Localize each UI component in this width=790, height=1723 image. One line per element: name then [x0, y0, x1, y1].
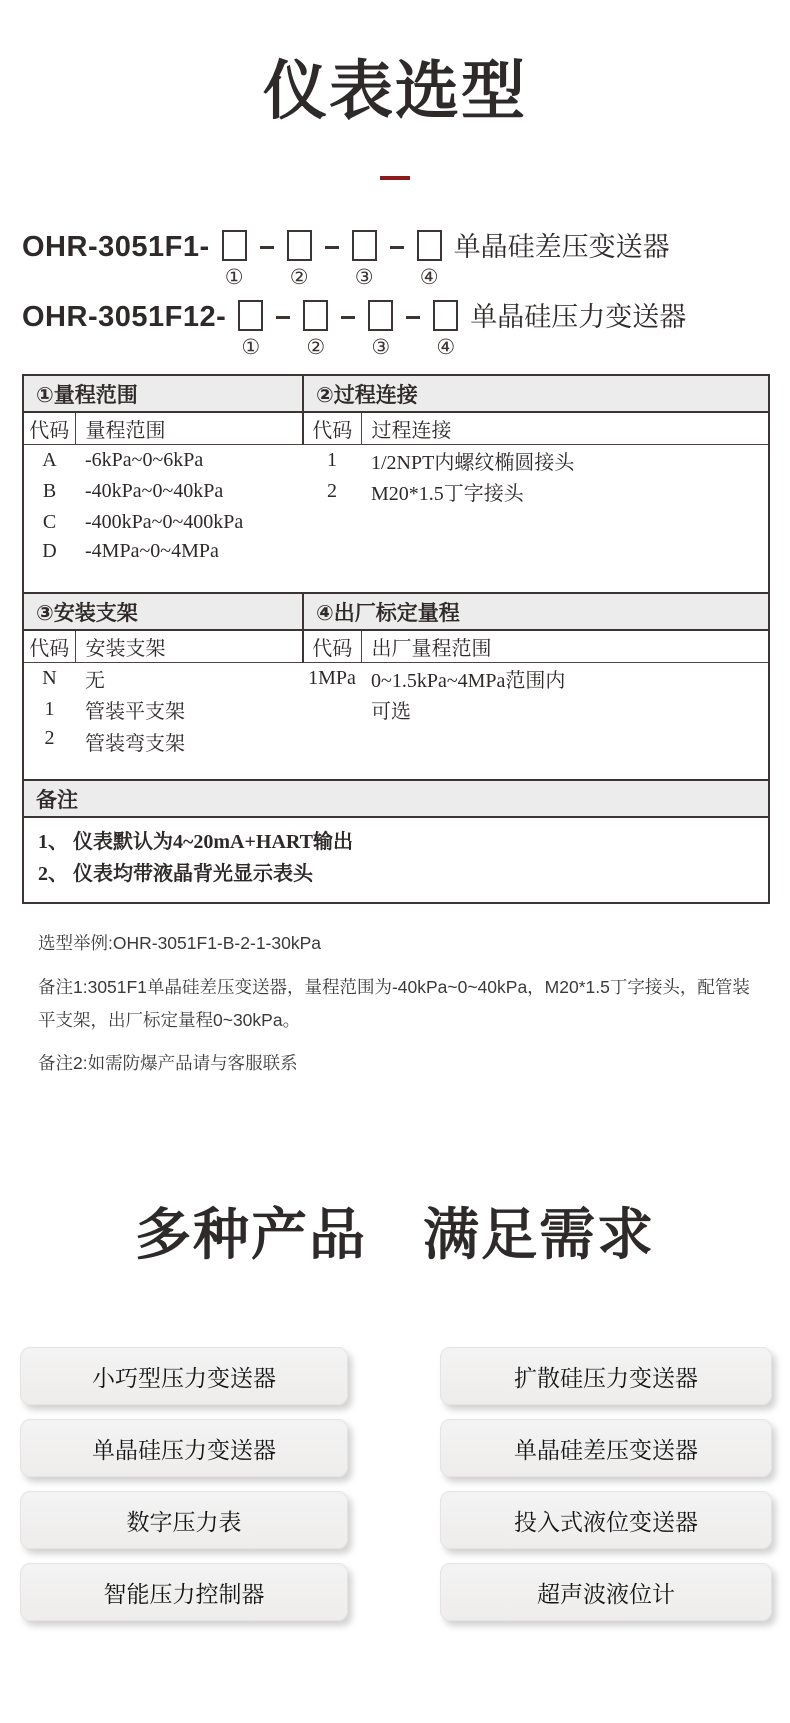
value-header: 过程连接: [361, 412, 769, 445]
model-slot-3: [368, 300, 393, 358]
dash-separator: [406, 316, 420, 319]
model-prefix: OHR-3051F12-: [22, 301, 227, 333]
value-header: 安装支架: [75, 630, 303, 663]
model-slot-2: [303, 300, 328, 358]
model-slot-4: [433, 300, 458, 358]
section3-header: ③安装支架: [23, 593, 303, 630]
value-cell: -40kPa~0~40kPa: [85, 480, 224, 502]
section2-header: ②过程连接: [303, 375, 769, 412]
model-code-box: [417, 230, 442, 261]
value-cell: [361, 507, 769, 538]
model-code-box: [287, 230, 312, 261]
value-cell: 1/2NPT内螺纹椭圆接头: [371, 452, 575, 474]
table-row: [23, 780, 769, 817]
slot-number: ①: [224, 265, 244, 289]
products-heading: [0, 1191, 790, 1271]
model-code-box: [368, 300, 393, 331]
dash-separator: [390, 246, 404, 249]
model-slot-2: [287, 230, 312, 288]
code-cell: D: [42, 540, 57, 562]
value-header: 出厂量程范围: [361, 630, 769, 663]
selection-table: [22, 374, 770, 904]
value-cell: 0~1.5kPa~4MPa范围内: [371, 670, 566, 692]
value-cell: -400kPa~0~400kPa: [85, 511, 244, 533]
value-cell: [361, 538, 769, 593]
btn-submersible-level-transmitter[interactable]: 投入式液位变送器: [440, 1491, 772, 1549]
dash-separator: [260, 246, 274, 249]
value-cell: 管装平支架: [85, 701, 185, 723]
products-heading-part1: 多种产品: [135, 1203, 367, 1266]
section4-header: ④出厂标定量程: [303, 593, 769, 630]
btn-diffused-silicon-pressure-transmitter[interactable]: 扩散硅压力变送器: [440, 1347, 772, 1405]
code-header: 代码: [23, 412, 75, 445]
model-code-box: [352, 230, 377, 261]
model-code-box: [303, 300, 328, 331]
model-codes: [22, 230, 790, 358]
btn-digital-pressure-gauge[interactable]: 数字压力表: [20, 1491, 348, 1549]
model-code-box: [433, 300, 458, 331]
table-row: [23, 538, 769, 593]
table-row: [23, 817, 769, 903]
value-cell: -6kPa~0~6kPa: [85, 449, 204, 471]
model-row-differential-pressure: [22, 230, 790, 288]
slot-number: ②: [306, 335, 326, 359]
code-cell: 1MPa: [308, 667, 356, 689]
value-cell: M20*1.5丁字接头: [371, 483, 524, 505]
remark-line-2: 2、 仪表均带液晶背光显示表头: [38, 863, 313, 885]
table-row: [23, 630, 769, 663]
table-row: [23, 476, 769, 507]
remarks-header: 备注: [23, 780, 769, 817]
model-code-box: [238, 300, 263, 331]
value-cell: 可选: [371, 701, 411, 723]
code-cell: [303, 507, 361, 538]
table-row: [23, 375, 769, 412]
code-cell: [303, 725, 361, 780]
model-prefix: OHR-3051F1-: [22, 231, 210, 263]
value-cell: 管装弯支架: [85, 733, 185, 755]
btn-compact-pressure-transmitter[interactable]: 小巧型压力变送器: [20, 1347, 348, 1405]
table-row: [23, 593, 769, 630]
value-cell: -4MPa~0~4MPa: [85, 540, 219, 562]
model-slot-1: [238, 300, 263, 358]
code-cell: C: [42, 511, 57, 533]
slot-number: ④: [419, 265, 439, 289]
value-cell: [361, 725, 769, 780]
table-row: [23, 725, 769, 780]
model-name-label: 单晶硅压力变送器: [470, 302, 687, 332]
slot-number: ④: [436, 335, 456, 359]
code-cell: B: [42, 480, 57, 502]
products-heading-part2: 满足需求: [423, 1203, 655, 1266]
model-name-label: 单晶硅差压变送器: [453, 232, 670, 262]
dash-separator: [276, 316, 290, 319]
note-2: 备注2:如需防爆产品请与客服联系: [38, 1053, 298, 1073]
table-row: [23, 412, 769, 445]
remarks-body: [23, 817, 769, 903]
code-cell: 2: [44, 727, 55, 749]
code-cell: [303, 538, 361, 593]
table-row: [23, 694, 769, 725]
btn-ultrasonic-level-meter[interactable]: 超声波液位计: [440, 1563, 772, 1621]
note-1: 备注1:3051F1单晶硅差压变送器，量程范围为-40kPa~0~40kPa，M20*1.5丁字接头，配管装平支架，出厂标定量程0~30kPa。: [38, 977, 750, 1030]
slot-number: ②: [289, 265, 309, 289]
dash-separator: [325, 246, 339, 249]
value-cell: 无: [85, 670, 105, 692]
remark-line-1: 1、 仪表默认为4~20mA+HART输出: [38, 831, 353, 853]
page-title: 仪表选型: [263, 55, 527, 127]
model-row-gauge-pressure: [22, 300, 790, 358]
product-grid: [20, 1347, 772, 1621]
value-header: 量程范围: [75, 412, 303, 445]
code-cell: 1: [44, 698, 55, 720]
slot-number: ③: [354, 265, 374, 289]
code-cell: N: [42, 667, 57, 689]
btn-silicon-pressure-transmitter[interactable]: 单晶硅压力变送器: [20, 1419, 348, 1477]
code-header: 代码: [303, 630, 361, 663]
model-slot-1: [222, 230, 247, 288]
slot-number: ①: [241, 335, 261, 359]
code-header: 代码: [23, 630, 75, 663]
slot-number: ③: [371, 335, 391, 359]
btn-silicon-dp-transmitter[interactable]: 单晶硅差压变送器: [440, 1419, 772, 1477]
selection-example: 选型举例:OHR-3051F1-B-2-1-30kPa: [38, 933, 321, 953]
code-cell: [303, 694, 361, 725]
code-cell: 2: [327, 480, 337, 502]
accent-dash: [380, 176, 410, 180]
model-code-box: [222, 230, 247, 261]
table-row: [23, 507, 769, 538]
code-cell: A: [42, 449, 57, 471]
table-row: [23, 445, 769, 477]
code-header: 代码: [303, 412, 361, 445]
section1-header: ①量程范围: [23, 375, 303, 412]
dash-separator: [341, 316, 355, 319]
code-cell: 1: [327, 449, 337, 471]
model-slot-3: [352, 230, 377, 288]
table-row: [23, 663, 769, 695]
notes-block: [38, 930, 752, 1075]
model-slot-4: [417, 230, 442, 288]
btn-smart-pressure-controller[interactable]: 智能压力控制器: [20, 1563, 348, 1621]
